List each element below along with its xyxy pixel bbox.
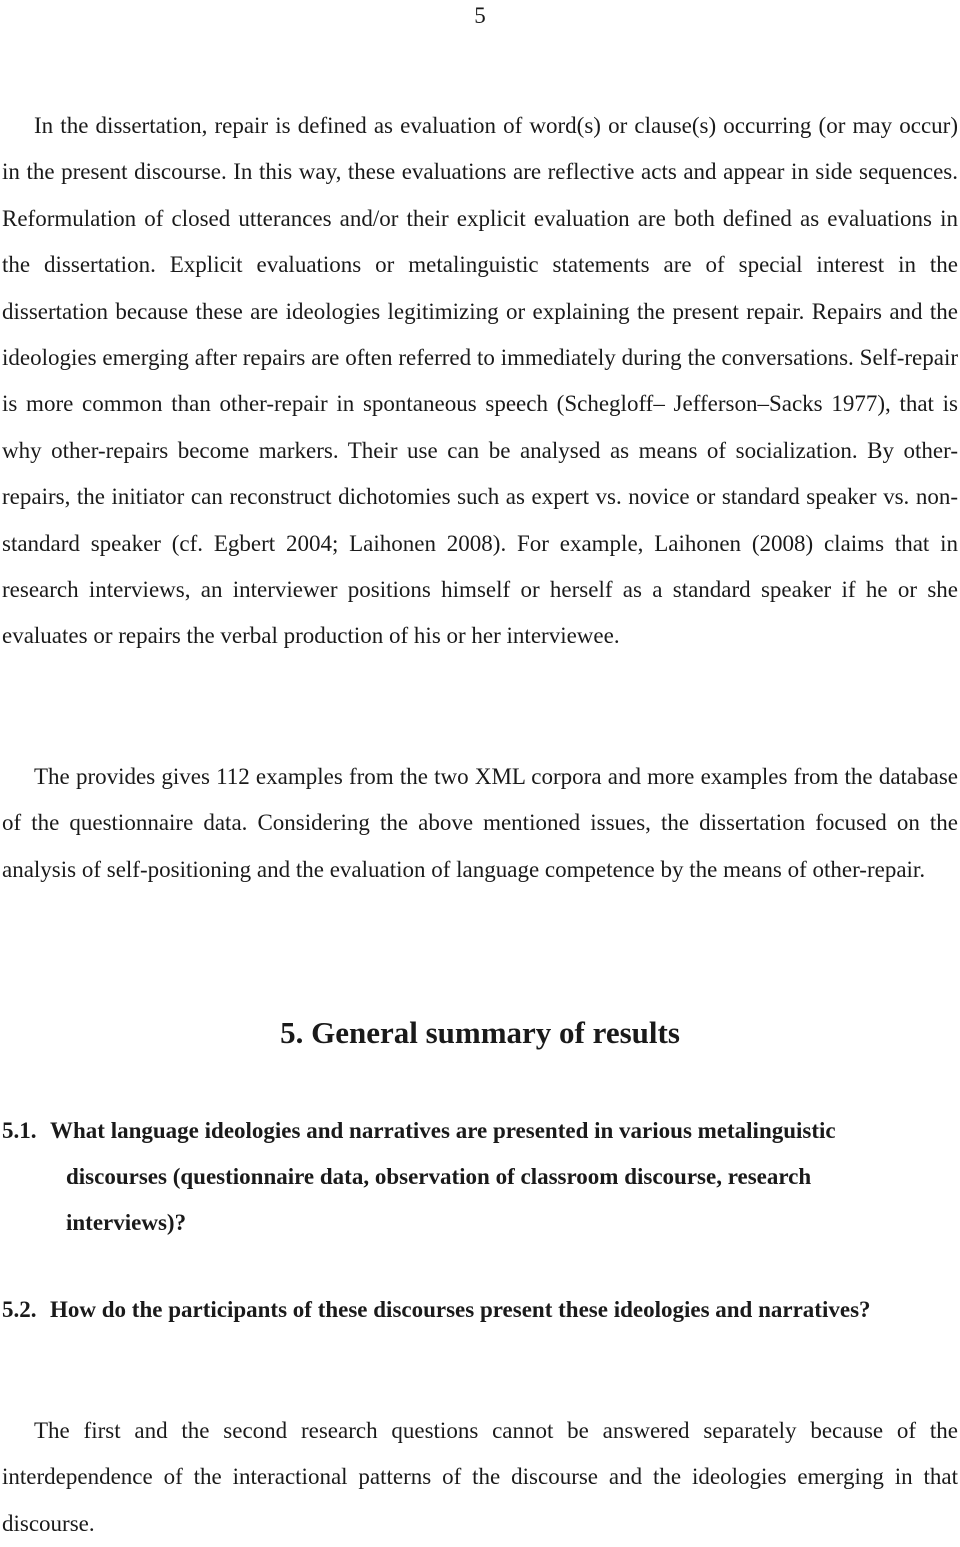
paragraph-examples [2,754,958,893]
paragraph-text: The provides gives 112 examples from the two XML corpora and more examples from the database of the questionnaire data. Considering the above mentioned issues, the dissertation focused on the analysis of self-positioning and the evaluation of language competence by the means of other-repair. [2,764,958,882]
question-text: What language ideologies and narratives are presented in various metalinguistic discourses (questionnaire data, observation of classroom discourse, research interviews)? [50,1118,836,1235]
research-question-2 [2,1287,922,1333]
section-heading: 5. General summary of results [280,1015,680,1050]
paragraph-answer [2,1408,958,1547]
research-question-1 [2,1108,922,1246]
paragraph-text: In the dissertation, repair is defined as evaluation of word(s) or clause(s) occurring (or may occur) in the present discourse. In this way, these evaluations are reflective acts and appear in side sequences. Reformulation of closed utterances and/or their explicit evaluation are both defined as evaluations in the dissertation. Explicit evaluations or metalinguistic statements are of special interest in the dissertation because these are ideologies legitimizing or explaining the present repair. Repairs and the ideologies emerging after repairs are often referred to immediately during the conversations. Self-repair is more common than other-repair in spontaneous speech (Schegloff– Jefferson–Sacks 1977), that is why other-repairs become markers. Their use can be analysed as means of socialization. By other-repairs, the initiator can reconstruct dichotomies such as expert vs. novice or standard speaker vs. non-standard speaker (cf. Egbert 2004; Laihonen 2008). For example, Laihonen (2008) claims that in research interviews, an interviewer positions himself or herself as a standard speaker if he or she evaluates or repairs the verbal production of his or her interviewee. [2,113,958,649]
question-number: 5.2. [2,1297,37,1322]
question-text: How do the participants of these discourses present these ideologies and narratives? [50,1297,871,1322]
question-number: 5.1. [2,1118,37,1143]
paragraph-repair-definition [2,103,958,660]
paragraph-text: The first and the second research questions cannot be answered separately because of the interdependence of the interactional patterns of the discourse and the ideologies emerging in that discourse. [2,1418,958,1536]
page-number: 5 [474,3,486,28]
